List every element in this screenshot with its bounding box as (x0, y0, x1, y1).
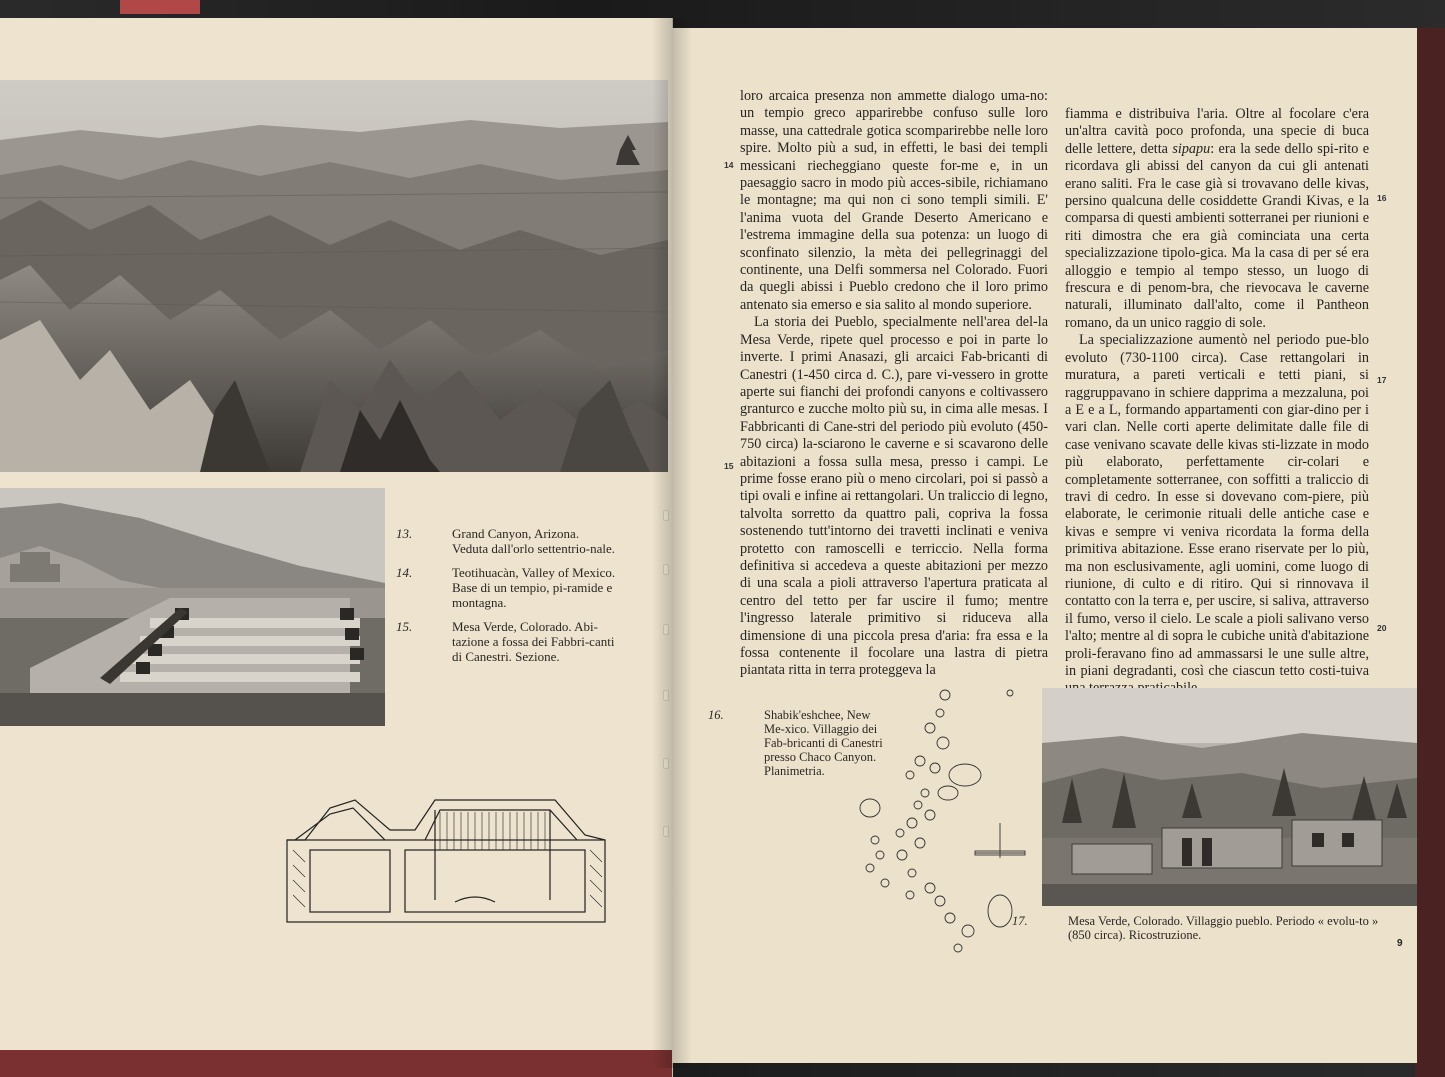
text-column-2 (1065, 106, 1369, 698)
teotihuacan-image (0, 488, 385, 726)
binding-edge (120, 0, 200, 14)
caption-text: Grand Canyon, Arizona. Veduta dall'orlo settentrio-nale. (452, 526, 615, 556)
margin-ref-16: 16 (1377, 193, 1387, 203)
caption-text: Shabik'eshchee, New Me-xico. Villaggio dei Fab-bricanti di Canestri presso Chaco Canyon. Planimetria. (764, 708, 883, 778)
caption-number: 13. (396, 526, 413, 541)
margin-ref-17: 17 (1377, 375, 1387, 385)
column2-text-a: fiamma e distribuiva l'aria. Oltre al focolare c'era un'altra cavità poco profonda, una specie di buca delle lettere, detta (1065, 106, 1369, 157)
margin-ref-20: 20 (1377, 623, 1387, 633)
caption-17 (1012, 914, 1380, 951)
margin-ref-14: 14 (724, 160, 734, 170)
caption-text: Mesa Verde, Colorado. Abi-tazione a fossa dei Fabbri-canti di Canestri. Sezione. (452, 619, 615, 664)
column1-paragraph-2: La storia dei Pueblo, specialmente nell'area del-la Mesa Verde, ripete quel processo e poi in parte lo inverte. I primi Anasazi, gli arcaici Fab-bricanti di Canestri (1-450 circa d. C.), pare vi-vessero in grotte aperte sui fianchi dei profondi canyons e coltivassero granturco e zucche molto più su, in cima alle mesas. I Fabbricanti di Cane-stri del periodo più evoluto (450-750 circa) la-sciarono le caverne e si scavarono delle abitazioni a fossa sulla mesa, presso i campi. Le prime fosse erano più o meno circolari, poi si passò a tipi ovali e infine ai rettangolari. Un traliccio di legno, talvolta sorretto da quattro pali, copriva la fossa sostenendo tutt'intorno dei travetti inclinati e veniva protetto con ramoscelli e terriccio. Nella forma definitiva si accedeva a queste abitazioni per mezzo di una scala a pioli attraverso l'apertura praticata al centro del tetto per far uscire il fumo; mentre l'ingresso laterale primitivo si riduceva alla dimensione di una piccola presa d'aria: fra essa e la fossa contenente il focolare una lastra di pietra piantata ritta in terra proteggeva la (740, 314, 1048, 679)
margin-ref-15: 15 (724, 461, 734, 471)
shabikeshchee-site-plan (840, 683, 1035, 963)
caption-text: Mesa Verde, Colorado. Villaggio pueblo. Periodo « evolu-to » (850 circa). Ricostruzione. (1068, 914, 1379, 942)
caption-number: 15. (396, 619, 413, 634)
text-column-1 (740, 88, 1048, 680)
book-gutter-shadow (652, 18, 692, 1068)
column2-text-b: : era la sede dello spi-rito e ricordava gli abissi del canyon da cui gli antenati erano saliti. Fra le case già si trovavano delle kivas, persino qualcuna delle cosiddette Grandi Kivas, e la comparsa di questi ambienti sotterranei per riunioni e riti dimostra che era già cominciata una certa specializzazione tipolo-gica. Ma la casa di per sé era alloggio e tempio al tempo stesso, un luogo di frescura e di penom-bra, che rievocava le caverne naturali, illuminato dall'alto, come il Pantheon romano, da un unico raggio di sole. (1065, 140, 1369, 331)
caption-text: Teotihuacàn, Valley of Mexico. Base di un tempio, pi-ramide e montagna. (452, 565, 616, 610)
grand-canyon-image (0, 80, 668, 472)
mesa-verde-village-photo (1042, 688, 1417, 906)
village-image (1042, 688, 1417, 906)
cover-edge-right (1415, 28, 1445, 1077)
column1-paragraph-1: loro arcaica presenza non ammette dialogo uma-no: un tempio greco apparirebbe confuso sulle loro masse, una cattedrale gotica scomparirebbe nelle loro spire. Molto più a sud, in effetti, le basi dei templi messicani riecheggiano queste for-me e, in un paesaggio sacro in modo più acces-sibile, richiamano le montagne; ma qui non ci sono templi simili. E' l'anima vuota del Grande Deserto Americano e l'estrema immagine della sua potenza: un luogo di sconfinato silenzio, la mèta dei pellegrinaggi del continente, una Delfi sommersa nel Colorado. Fuori da quegli abissi i Pueblo credono che il loro primo antenato sia emerso e sia salito al mondo superiore. (740, 88, 1048, 313)
pit-house-section-drawing (285, 790, 610, 925)
column2-paragraph-2: La specializzazione aumentò nel periodo pue-blo evoluto (730-1100 circa). Case rettangolari in muratura, a pareti verticali e tetti piani, si raggruppavano in schiere dapprima a mezzaluna, poi a E e a L, formando appartamenti con giar-dino per i vari clan. Nelle corti aperte delimitate dalle file di case venivano scavate delle kivas sti-lizzate in modo più elaborato, perfettamente cir-colari e completamente sotterranee, con soffitti a traliccio di travi di cedro. In esse si dovevano com-piere, più elaborate, le cerimonie rituali delle antiche case e kivas e sempre vi veniva ricordata la forma della primitiva abitazione. Esse erano riservate per lo più, ma non esclusivamente, agli uomini, come luogo di riunione, di culto e di ritiro. Qui si rinnovava il contatto con la terra e, per uscire, si saliva, attraverso il fumo, verso il cielo. Le scale a pioli salivano verso l'alto; mentre al di sopra le cubiche unità d'abitazione proli-feravano fino ad ammassarsi le une sulle altre, in piani degradanti, così che ciascun tetto costi-tuiva (1065, 332, 1369, 679)
grand-canyon-photo (0, 80, 668, 472)
caption-number: 17. (1012, 914, 1028, 928)
caption-15 (396, 619, 616, 664)
caption-17-body (1012, 914, 1380, 942)
caption-14 (396, 565, 616, 610)
page-number: 9 (1397, 938, 1403, 949)
caption-number: 16. (708, 708, 724, 722)
caption-13 (396, 526, 616, 556)
sipapu-term: sipapu (1172, 140, 1211, 157)
right-page (672, 28, 1417, 1063)
left-captions (396, 526, 616, 673)
site-plan-image (840, 683, 1035, 963)
left-page (0, 18, 673, 1077)
teotihuacan-photo (0, 488, 385, 726)
cover-edge-bottom (0, 1050, 672, 1077)
caption-number: 14. (396, 565, 413, 580)
column2-paragraph-1 (1065, 106, 1369, 332)
section-drawing-image (285, 790, 610, 925)
